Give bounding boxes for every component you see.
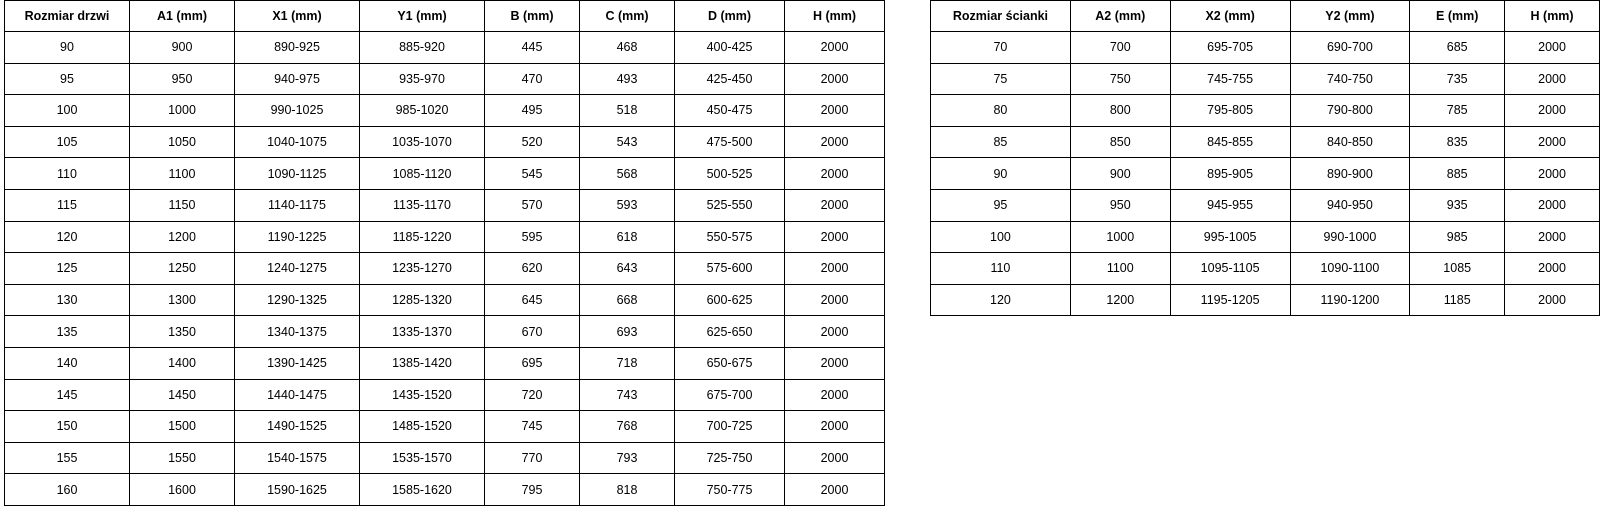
table-row [5,95,885,127]
walls-header-cell-3: Y2 (mm) [1290,1,1410,32]
table-cell: 2000 [785,158,885,190]
table-cell: 1350 [130,316,235,348]
walls-header-cell-5: H (mm) [1505,1,1600,32]
table-cell: 1340-1375 [235,316,360,348]
table-cell: 2000 [1505,253,1600,285]
walls-header-row [931,1,1600,32]
table-cell: 1485-1520 [360,411,485,443]
table-cell: 1185 [1410,284,1505,316]
table-cell: 770 [485,442,580,474]
table-cell: 668 [580,284,675,316]
table-cell: 885 [1410,158,1505,190]
table-cell: 493 [580,63,675,95]
table-cell: 1440-1475 [235,379,360,411]
table-cell: 1085 [1410,253,1505,285]
table-row [5,284,885,316]
table-cell: 600-625 [675,284,785,316]
table-row [5,316,885,348]
table-cell: 2000 [785,442,885,474]
table-cell: 495 [485,95,580,127]
table-cell: 795-805 [1170,95,1290,127]
table-row [931,126,1600,158]
doors-header-cell-3: Y1 (mm) [360,1,485,32]
table-cell: 425-450 [675,63,785,95]
table-cell: 2000 [785,95,885,127]
table-cell: 900 [1070,158,1170,190]
table-cell: 2000 [785,253,885,285]
doors-header-cell-1: A1 (mm) [130,1,235,32]
walls-header-cell-1: A2 (mm) [1070,1,1170,32]
table-cell: 835 [1410,126,1505,158]
table-cell: 550-575 [675,221,785,253]
table-cell: 1400 [130,347,235,379]
table-cell: 743 [580,379,675,411]
table-cell: 720 [485,379,580,411]
table-cell: 695-705 [1170,32,1290,64]
table-cell: 800 [1070,95,1170,127]
table-cell: 1095-1105 [1170,253,1290,285]
table-cell: 650-675 [675,347,785,379]
table-row [5,189,885,221]
table-cell: 2000 [785,189,885,221]
table-cell: 568 [580,158,675,190]
table-cell: 2000 [785,316,885,348]
table-cell: 695 [485,347,580,379]
table-cell: 75 [931,63,1071,95]
table-cell: 840-850 [1290,126,1410,158]
table-cell: 1385-1420 [360,347,485,379]
table-cell: 850 [1070,126,1170,158]
table-row [5,474,885,506]
table-cell: 400-425 [675,32,785,64]
table-cell: 935-970 [360,63,485,95]
table-cell: 1435-1520 [360,379,485,411]
table-cell: 985-1020 [360,95,485,127]
table-cell: 545 [485,158,580,190]
table-cell: 935 [1410,189,1505,221]
table-cell: 1090-1100 [1290,253,1410,285]
table-cell: 1290-1325 [235,284,360,316]
table-cell: 1585-1620 [360,474,485,506]
doors-header-cell-4: B (mm) [485,1,580,32]
table-cell: 1600 [130,474,235,506]
table-cell: 1540-1575 [235,442,360,474]
table-cell: 725-750 [675,442,785,474]
table-row [931,63,1600,95]
table-cell: 785 [1410,95,1505,127]
table-cell: 1285-1320 [360,284,485,316]
table-cell: 2000 [1505,126,1600,158]
table-cell: 950 [130,63,235,95]
table-cell: 793 [580,442,675,474]
table-cell: 1390-1425 [235,347,360,379]
table-cell: 2000 [1505,95,1600,127]
table-cell: 945-955 [1170,189,1290,221]
table-cell: 1250 [130,253,235,285]
table-row [5,158,885,190]
table-cell: 2000 [785,284,885,316]
table-cell: 1000 [1070,221,1170,253]
table-cell: 145 [5,379,130,411]
table-cell: 795 [485,474,580,506]
table-cell: 2000 [785,474,885,506]
table-cell: 1240-1275 [235,253,360,285]
table-cell: 100 [5,95,130,127]
table-cell: 2000 [785,411,885,443]
table-cell: 1450 [130,379,235,411]
table-cell: 130 [5,284,130,316]
walls-table-body [931,32,1600,316]
table-cell: 900 [130,32,235,64]
table-cell: 1050 [130,126,235,158]
walls-dimensions-table [930,0,1600,316]
table-cell: 80 [931,95,1071,127]
walls-header-cell-2: X2 (mm) [1170,1,1290,32]
table-cell: 110 [931,253,1071,285]
table-cell: 543 [580,126,675,158]
table-cell: 120 [5,221,130,253]
table-row [931,158,1600,190]
doors-header-cell-6: D (mm) [675,1,785,32]
table-cell: 90 [5,32,130,64]
table-cell: 940-975 [235,63,360,95]
table-cell: 1085-1120 [360,158,485,190]
table-cell: 750 [1070,63,1170,95]
table-cell: 620 [485,253,580,285]
table-cell: 745 [485,411,580,443]
walls-header-cell-4: E (mm) [1410,1,1505,32]
table-cell: 750-775 [675,474,785,506]
table-cell: 790-800 [1290,95,1410,127]
table-cell: 100 [931,221,1071,253]
table-cell: 718 [580,347,675,379]
table-cell: 470 [485,63,580,95]
table-cell: 70 [931,32,1071,64]
doors-header-cell-0: Rozmiar drzwi [5,1,130,32]
table-cell: 2000 [1505,63,1600,95]
table-cell: 1190-1225 [235,221,360,253]
doors-table-head [5,1,885,32]
table-cell: 150 [5,411,130,443]
table-cell: 995-1005 [1170,221,1290,253]
table-cell: 120 [931,284,1071,316]
table-cell: 1100 [1070,253,1170,285]
table-cell: 1140-1175 [235,189,360,221]
table-cell: 445 [485,32,580,64]
table-cell: 675-700 [675,379,785,411]
table-row [5,442,885,474]
table-row [5,221,885,253]
doors-dimensions-table [4,0,885,506]
table-cell: 2000 [785,347,885,379]
table-cell: 735 [1410,63,1505,95]
table-cell: 468 [580,32,675,64]
table-cell: 1550 [130,442,235,474]
table-cell: 2000 [1505,284,1600,316]
table-cell: 500-525 [675,158,785,190]
table-cell: 2000 [785,126,885,158]
doors-header-cell-7: H (mm) [785,1,885,32]
table-cell: 950 [1070,189,1170,221]
table-cell: 745-755 [1170,63,1290,95]
table-cell: 518 [580,95,675,127]
table-row [5,32,885,64]
table-row [931,32,1600,64]
table-cell: 685 [1410,32,1505,64]
table-cell: 890-925 [235,32,360,64]
table-row [5,347,885,379]
walls-table-head [931,1,1600,32]
table-cell: 155 [5,442,130,474]
table-row [5,253,885,285]
table-cell: 890-900 [1290,158,1410,190]
doors-header-cell-2: X1 (mm) [235,1,360,32]
table-cell: 593 [580,189,675,221]
table-cell: 740-750 [1290,63,1410,95]
doors-table-body [5,32,885,506]
table-cell: 140 [5,347,130,379]
doors-header-cell-5: C (mm) [580,1,675,32]
table-cell: 160 [5,474,130,506]
table-cell: 1235-1270 [360,253,485,285]
table-cell: 990-1025 [235,95,360,127]
table-cell: 1040-1075 [235,126,360,158]
table-row [5,63,885,95]
table-cell: 1195-1205 [1170,284,1290,316]
table-cell: 575-600 [675,253,785,285]
table-row [931,253,1600,285]
table-row [5,379,885,411]
table-cell: 700-725 [675,411,785,443]
table-cell: 2000 [1505,189,1600,221]
table-cell: 125 [5,253,130,285]
table-row [5,126,885,158]
table-row [931,221,1600,253]
table-cell: 1135-1170 [360,189,485,221]
table-cell: 1100 [130,158,235,190]
table-cell: 1035-1070 [360,126,485,158]
table-cell: 670 [485,316,580,348]
table-cell: 1200 [1070,284,1170,316]
table-cell: 475-500 [675,126,785,158]
table-cell: 643 [580,253,675,285]
table-row [5,411,885,443]
table-cell: 693 [580,316,675,348]
table-cell: 1535-1570 [360,442,485,474]
table-cell: 845-855 [1170,126,1290,158]
table-cell: 985 [1410,221,1505,253]
walls-header-cell-0: Rozmiar ścianki [931,1,1071,32]
walls-dimensions-table-container [930,0,1600,316]
table-cell: 520 [485,126,580,158]
doors-header-row [5,1,885,32]
table-cell: 1335-1370 [360,316,485,348]
table-row [931,95,1600,127]
table-cell: 1300 [130,284,235,316]
table-cell: 768 [580,411,675,443]
table-cell: 2000 [785,32,885,64]
table-cell: 1590-1625 [235,474,360,506]
table-cell: 2000 [785,221,885,253]
table-cell: 525-550 [675,189,785,221]
table-cell: 2000 [1505,32,1600,64]
table-cell: 625-650 [675,316,785,348]
table-cell: 700 [1070,32,1170,64]
table-cell: 1150 [130,189,235,221]
doors-dimensions-table-container [4,0,885,506]
table-cell: 818 [580,474,675,506]
table-cell: 2000 [1505,158,1600,190]
table-cell: 1185-1220 [360,221,485,253]
table-cell: 1490-1525 [235,411,360,443]
table-cell: 895-905 [1170,158,1290,190]
table-row [931,189,1600,221]
table-cell: 595 [485,221,580,253]
table-cell: 95 [5,63,130,95]
table-cell: 2000 [785,63,885,95]
table-cell: 115 [5,189,130,221]
table-cell: 2000 [1505,221,1600,253]
table-cell: 450-475 [675,95,785,127]
table-row [931,284,1600,316]
table-cell: 618 [580,221,675,253]
table-cell: 90 [931,158,1071,190]
table-cell: 85 [931,126,1071,158]
table-cell: 105 [5,126,130,158]
table-cell: 690-700 [1290,32,1410,64]
table-cell: 95 [931,189,1071,221]
table-cell: 1000 [130,95,235,127]
table-cell: 2000 [785,379,885,411]
table-cell: 110 [5,158,130,190]
table-cell: 1190-1200 [1290,284,1410,316]
table-cell: 645 [485,284,580,316]
table-cell: 940-950 [1290,189,1410,221]
table-cell: 1500 [130,411,235,443]
table-cell: 1090-1125 [235,158,360,190]
table-cell: 570 [485,189,580,221]
table-cell: 885-920 [360,32,485,64]
table-cell: 135 [5,316,130,348]
table-cell: 990-1000 [1290,221,1410,253]
table-cell: 1200 [130,221,235,253]
